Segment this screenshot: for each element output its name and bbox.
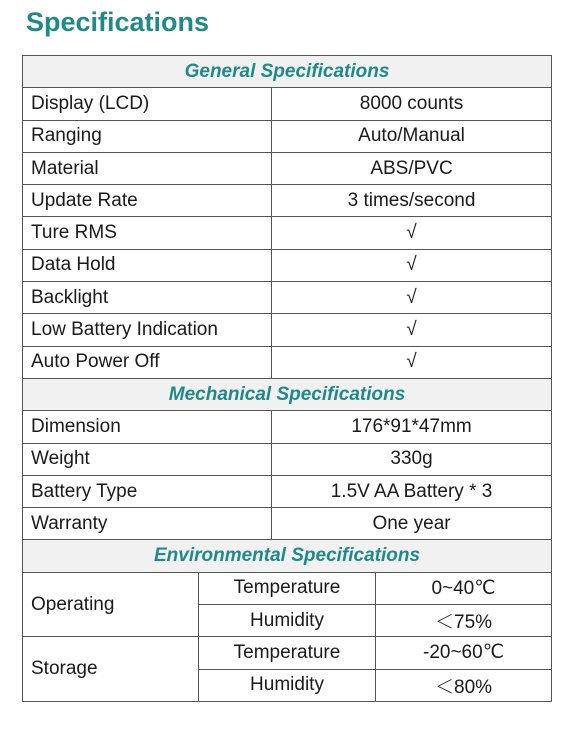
table-row (23, 88, 552, 120)
page-title: Specifications (26, 7, 210, 37)
check-mark-icon: √ (272, 314, 552, 346)
spec-value: 176*91*47mm (272, 411, 552, 443)
env-value: ＜75% (376, 605, 552, 637)
table-row (23, 411, 552, 443)
spec-label: Battery Type (23, 475, 272, 507)
spec-label: Display (LCD) (23, 88, 272, 120)
section-title: Mechanical Specifications (23, 378, 552, 410)
env-label: Temperature (199, 637, 376, 669)
spec-value: One year (272, 508, 552, 540)
spec-label: Backlight (23, 282, 272, 314)
table-row (23, 314, 552, 346)
env-label: Humidity (199, 669, 376, 701)
spec-value: 1.5V AA Battery * 3 (272, 475, 552, 507)
spec-label: Ture RMS (23, 217, 272, 249)
spec-value: ABS/PVC (272, 152, 552, 184)
section-header-environmental (23, 540, 552, 572)
table-row (23, 152, 552, 184)
check-mark-icon: √ (272, 346, 552, 378)
spec-label: Ranging (23, 120, 272, 152)
check-mark-icon: √ (272, 217, 552, 249)
spec-label: Warranty (23, 508, 272, 540)
spec-label: Data Hold (23, 249, 272, 281)
spec-value: 8000 counts (272, 88, 552, 120)
table-row (23, 282, 552, 314)
spec-value: 3 times/second (272, 185, 552, 217)
spec-label: Low Battery Indication (23, 314, 272, 346)
section-title: General Specifications (23, 56, 552, 88)
check-mark-icon: √ (272, 282, 552, 314)
spec-label: Material (23, 152, 272, 184)
env-label: Humidity (199, 605, 376, 637)
section-title: Environmental Specifications (23, 540, 552, 572)
table-row (23, 120, 552, 152)
env-group-label: Operating (23, 572, 199, 637)
spec-label: Dimension (23, 411, 272, 443)
env-value: 0~40℃ (376, 572, 552, 604)
table-row (23, 637, 552, 669)
env-value: -20~60℃ (376, 637, 552, 669)
env-value: ＜80% (376, 669, 552, 701)
env-label: Temperature (199, 572, 376, 604)
spec-label: Update Rate (23, 185, 272, 217)
spec-value: Auto/Manual (272, 120, 552, 152)
section-header-mechanical (23, 378, 552, 410)
section-header-general (23, 56, 552, 88)
table-row (23, 249, 552, 281)
table-row (23, 508, 552, 540)
check-mark-icon: √ (272, 249, 552, 281)
table-row (23, 217, 552, 249)
spec-label: Weight (23, 443, 272, 475)
table-row (23, 443, 552, 475)
table-row (23, 346, 552, 378)
spec-label: Auto Power Off (23, 346, 272, 378)
table-row (23, 572, 552, 604)
spec-table (22, 55, 552, 702)
table-row (23, 475, 552, 507)
table-row (23, 185, 552, 217)
env-group-label: Storage (23, 637, 199, 702)
spec-value: 330g (272, 443, 552, 475)
